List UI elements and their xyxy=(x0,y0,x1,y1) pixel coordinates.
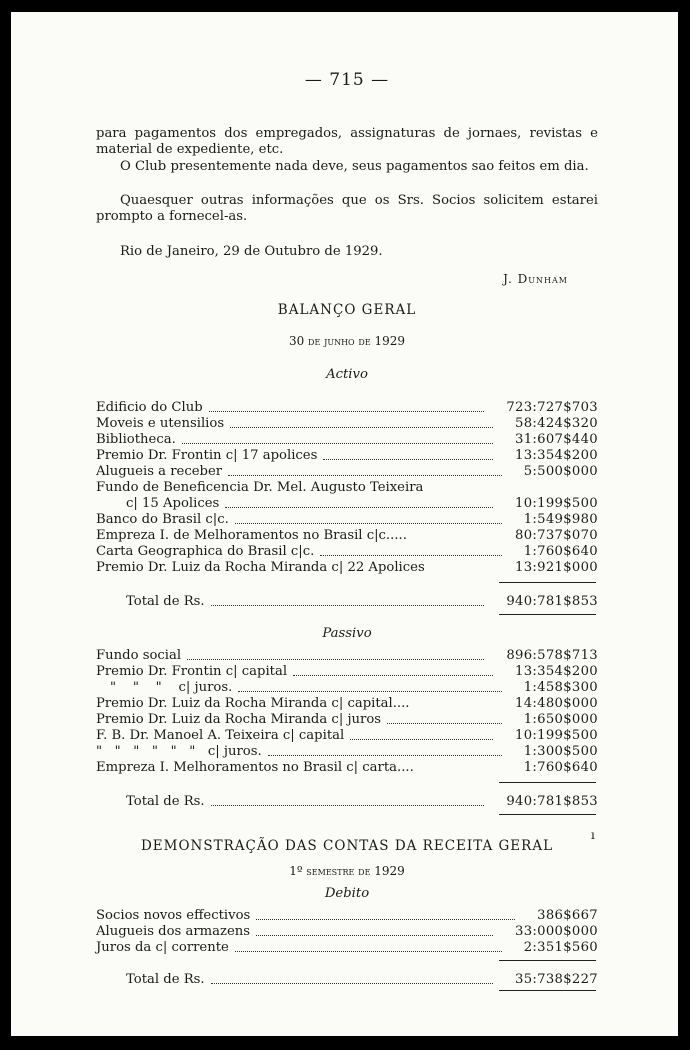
total-row xyxy=(96,794,598,810)
leader-dots xyxy=(320,555,502,556)
row-label: Juros da c| corrente xyxy=(96,940,229,955)
row-label: Premio Dr. Luiz da Rocha Miranda c| capital.... xyxy=(96,696,410,711)
row-label: Premio Dr. Frontin c| 17 apolices xyxy=(96,448,318,463)
leader-dots xyxy=(211,983,493,984)
ledger-row xyxy=(96,448,598,464)
total-rule xyxy=(499,782,596,783)
row-label: Socios novos effectivos xyxy=(96,908,251,923)
leader-dots xyxy=(350,739,493,740)
ledger-row xyxy=(96,464,598,480)
row-amount: 1:458$300 xyxy=(523,680,598,695)
row-amount: 896:578$713 xyxy=(506,648,598,663)
row-label: Fundo de Beneficencia Dr. Mel. Augusto Teixeira xyxy=(96,480,424,495)
ledger-row xyxy=(96,648,598,664)
ledger-row xyxy=(96,544,598,560)
leader-dots xyxy=(256,935,493,936)
demonstracao-title: DEMONSTRAÇÃO DAS CONTAS DA RECEITA GERAL xyxy=(140,838,554,854)
ledger-row xyxy=(96,400,598,416)
total-amount: 35:738$227 xyxy=(515,972,598,987)
total-row xyxy=(96,972,598,988)
balanco-date: 30 de junho de 1929 xyxy=(288,334,406,348)
row-label: Empreza I. Melhoramentos no Brasil c| carta.... xyxy=(96,760,414,775)
passivo-heading: Passivo xyxy=(322,626,372,641)
ledger-row xyxy=(96,712,598,728)
leader-dots xyxy=(182,443,493,444)
ledger-row xyxy=(96,696,598,712)
ledger-row xyxy=(96,480,598,496)
row-amount: 10:199$500 xyxy=(515,496,598,511)
row-amount: 1:760$640 xyxy=(523,760,598,775)
leader-dots xyxy=(293,675,493,676)
leader-dots xyxy=(225,507,493,508)
balanco-title: BALANÇO GERAL xyxy=(277,302,417,318)
row-label: Edificio do Club xyxy=(96,400,203,415)
ledger-row xyxy=(96,908,598,924)
total-rule xyxy=(499,814,596,815)
row-label: F. B. Dr. Manoel A. Teixeira c| capital xyxy=(96,728,345,743)
ledger-row xyxy=(96,940,598,956)
total-label: Total de Rs. xyxy=(126,972,205,987)
leader-dots xyxy=(387,723,502,724)
row-amount: 5:500$000 xyxy=(523,464,598,479)
demonstracao-period: 1º semestre de 1929 xyxy=(289,864,405,878)
leader-dots xyxy=(209,411,484,412)
leader-dots xyxy=(268,755,502,756)
ledger-row xyxy=(96,664,598,680)
ledger-row xyxy=(96,680,598,696)
ledger-row xyxy=(96,528,598,544)
total-rule xyxy=(499,582,596,583)
row-label: c| 15 Apolices xyxy=(126,496,220,511)
leader-dots xyxy=(187,659,484,660)
print-mark: ı xyxy=(591,828,595,842)
row-amount: 10:199$500 xyxy=(515,728,598,743)
total-label: Total de Rs. xyxy=(126,794,205,809)
row-label: Empreza I. de Melhoramentos no Brasil c|c..... xyxy=(96,528,407,543)
row-amount: 31:607$440 xyxy=(515,432,598,447)
leader-dots xyxy=(211,605,484,606)
activo-heading: Activo xyxy=(326,367,368,382)
ledger-row xyxy=(96,512,598,528)
ledger-row xyxy=(96,416,598,432)
row-amount: 58:424$320 xyxy=(515,416,598,431)
row-amount: 33:000$000 xyxy=(515,924,598,939)
row-amount: 80:737$070 xyxy=(515,528,598,543)
book-page xyxy=(11,12,678,1036)
paragraph-club-status: O Club presentemente nada deve, seus pagamentos sao feitos em dia. xyxy=(120,159,589,174)
row-amount: 386$667 xyxy=(537,908,598,923)
row-amount: 14:480$000 xyxy=(515,696,598,711)
total-label: Total de Rs. xyxy=(126,594,205,609)
leader-dots xyxy=(235,951,502,952)
total-rule xyxy=(499,614,596,615)
leader-dots xyxy=(323,459,493,460)
total-amount: 940:781$853 xyxy=(506,594,598,609)
row-amount: 1:760$640 xyxy=(523,544,598,559)
row-label: Alugueis a receber xyxy=(96,464,223,479)
leader-dots xyxy=(230,427,493,428)
row-amount: 1:549$980 xyxy=(523,512,598,527)
row-amount: 1:650$000 xyxy=(523,712,598,727)
row-label: Bibliotheca. xyxy=(96,432,176,447)
leader-dots xyxy=(211,805,484,806)
row-amount: 13:354$200 xyxy=(515,664,598,679)
row-label: " " " c| juros. xyxy=(110,680,233,695)
ledger-row xyxy=(96,744,598,760)
ledger-row xyxy=(96,560,598,576)
debito-heading: Debito xyxy=(324,886,370,901)
leader-dots xyxy=(235,523,502,524)
row-label: Alugueis dos armazens xyxy=(96,924,251,939)
row-amount: 2:351$560 xyxy=(523,940,598,955)
leader-dots xyxy=(228,475,502,476)
leader-dots xyxy=(256,919,515,920)
ledger-row xyxy=(96,496,598,512)
ledger-row xyxy=(96,760,598,776)
leader-dots xyxy=(238,691,502,692)
page-number: — 715 — xyxy=(304,70,390,90)
ledger-row xyxy=(96,924,598,940)
row-amount: 13:354$200 xyxy=(515,448,598,463)
total-amount: 940:781$853 xyxy=(506,794,598,809)
row-amount: 723:727$703 xyxy=(506,400,598,415)
row-label: Premio Dr. Luiz da Rocha Miranda c| 22 Apolices xyxy=(96,560,425,575)
place-date: Rio de Janeiro, 29 de Outubro de 1929. xyxy=(120,244,383,259)
row-label: Premio Dr. Frontin c| capital xyxy=(96,664,288,679)
row-label: Premio Dr. Luiz da Rocha Miranda c| juros xyxy=(96,712,382,727)
paragraph-information: Quaesquer outras informações que os Srs. Socios solicitem estarei prompto a fornecel-as. xyxy=(96,193,598,224)
row-label: " " " " " " c| juros. xyxy=(96,744,262,759)
total-rule xyxy=(499,990,596,991)
signature: J. Dunham xyxy=(503,272,568,286)
row-label: Banco do Brasil c|c. xyxy=(96,512,229,527)
total-row xyxy=(96,594,598,610)
row-label: Carta Geographica do Brasil c|c. xyxy=(96,544,315,559)
row-amount: 1:300$500 xyxy=(523,744,598,759)
ledger-row xyxy=(96,728,598,744)
row-label: Fundo social xyxy=(96,648,182,663)
row-label: Moveis e utensilios xyxy=(96,416,225,431)
ledger-row xyxy=(96,432,598,448)
total-rule xyxy=(499,960,596,961)
row-amount: 13:921$000 xyxy=(515,560,598,575)
paragraph-expenses: para pagamentos dos empregados, assignaturas de jornaes, revistas e material de expediente, etc. xyxy=(96,126,598,157)
